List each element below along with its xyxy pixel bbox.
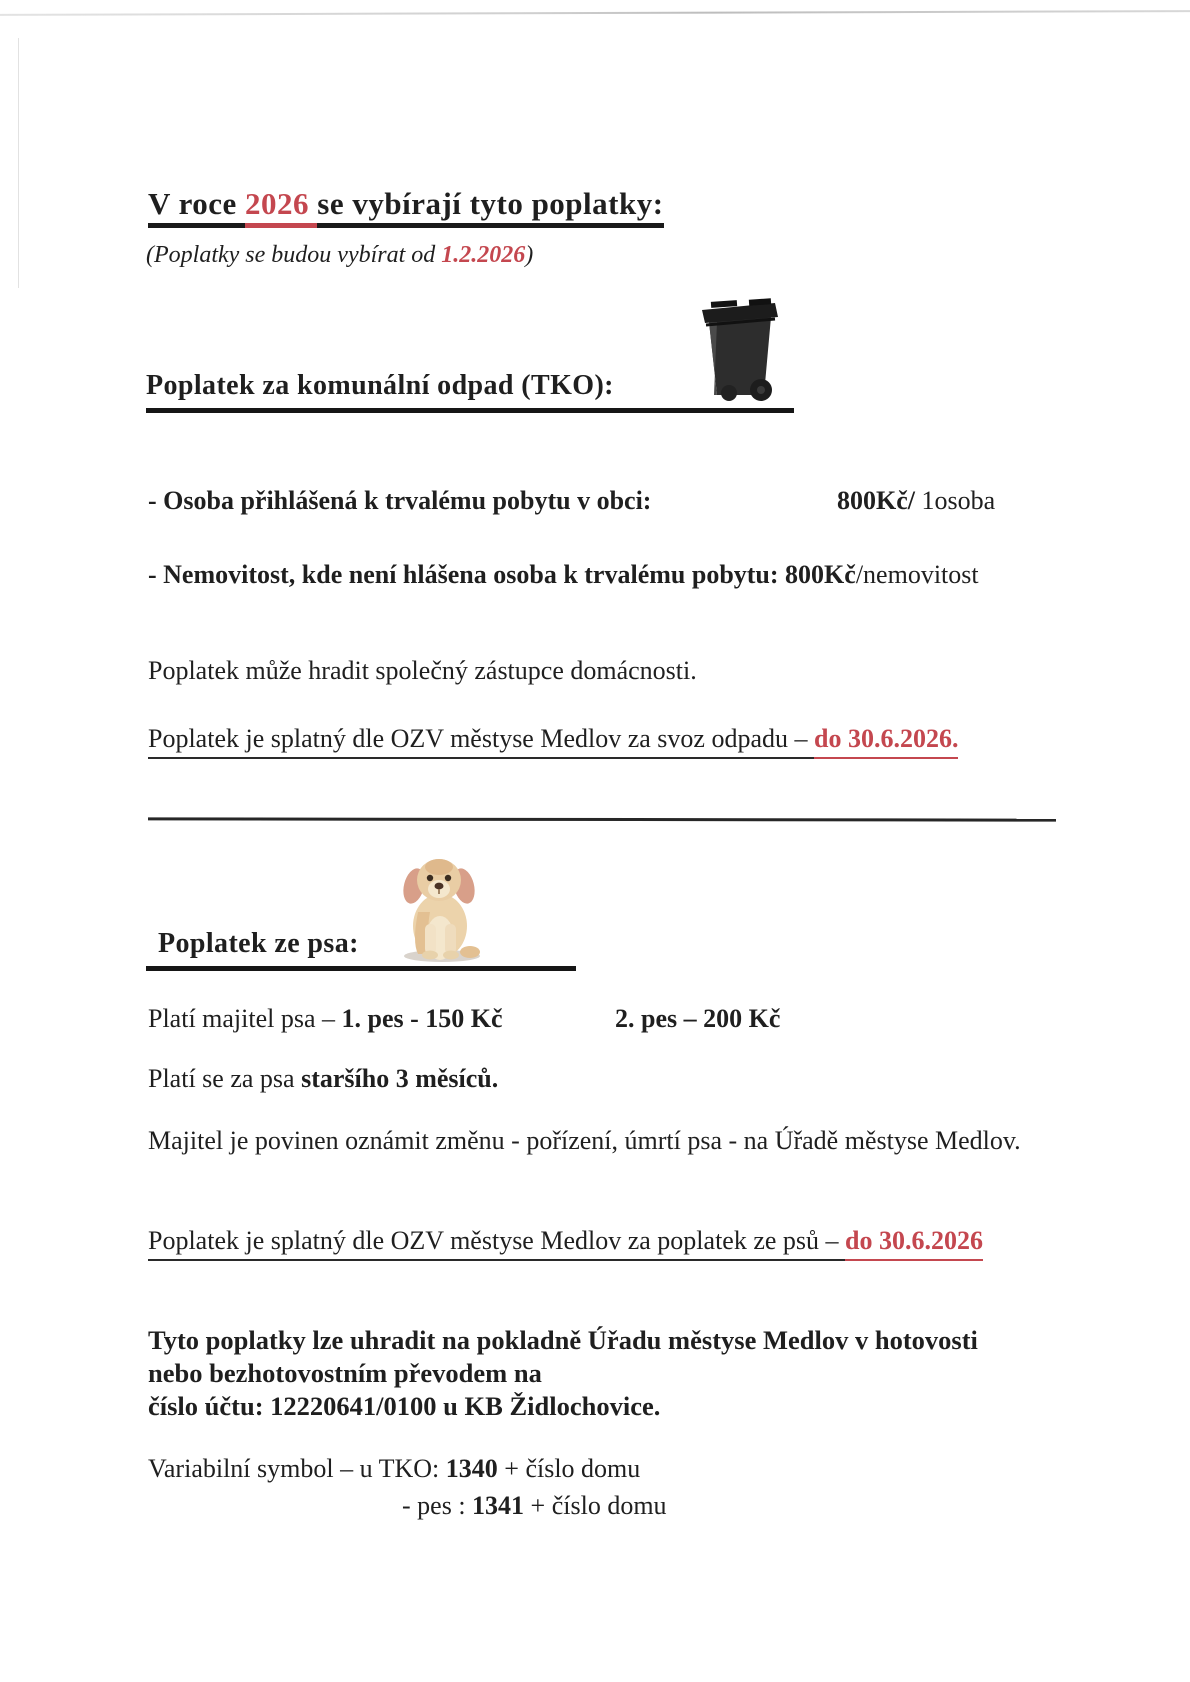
tko-fee-property-label: - Nemovitost, kde není hlášena osoba k trvalému pobytu: 800Kč (148, 560, 856, 589)
tko-section-heading (146, 370, 794, 413)
page-title (148, 186, 664, 222)
payment-line-2: nebo bezhotovostním převodem na (148, 1358, 542, 1388)
scan-artifact-left-line (18, 38, 19, 288)
dog-age-bold: staršího 3 měsíců. (301, 1064, 499, 1093)
dog-fee-second: 2. pes – 200 Kč (615, 1004, 781, 1033)
tko-fee-property-unit: /nemovitost (855, 560, 979, 589)
dog-age-prefix: Platí se za psa (148, 1064, 302, 1093)
vs-dog-code: 1341 (472, 1491, 525, 1520)
tko-fee-property-row (148, 560, 979, 590)
title-suffix: se vybírají tyto poplatky: (317, 186, 663, 228)
payment-line-3: číslo účtu: 12220641/0100 u KB Židlochovice. (148, 1391, 661, 1421)
tko-due-line (148, 724, 958, 754)
tko-heading-text: Poplatek za komunální odpad (TKO): (146, 370, 614, 401)
tko-due-text: Poplatek je splatný dle OZV městyse Medlov za svoz odpadu – (148, 724, 814, 759)
subtitle-suffix: ) (525, 242, 534, 268)
vs-dog-prefix: - pes : (402, 1491, 473, 1520)
tko-fee-person-value (837, 486, 995, 516)
subtitle-prefix: (Poplatky se budou vybírat od (146, 242, 442, 268)
dog-obligation-note: Majitel je povinen oznámit změnu - pořízení, úmrtí psa - na Úřadě městyse Medlov. (148, 1126, 1021, 1155)
vs-tko-code: 1340 (445, 1454, 498, 1483)
tko-fee-person-label: - Osoba přihlášená k trvalému pobytu v obci: (148, 486, 652, 515)
dog-fee-first: 1. pes - 150 Kč (341, 1004, 503, 1033)
variable-symbol-dog (402, 1491, 667, 1521)
dog-due-date: do 30.6.2026 (845, 1226, 983, 1261)
vs-tko-suffix: + číslo domu (497, 1454, 641, 1483)
dog-section-heading (146, 928, 576, 971)
title-year: 2026 (245, 186, 317, 228)
tko-note: Poplatek může hradit společný zástupce domácnosti. (148, 656, 697, 685)
dog-heading-text: Poplatek ze psa: (158, 928, 359, 959)
payment-line-1: Tyto poplatky lze uhradit na pokladně Úřadu městyse Medlov v hotovosti (148, 1325, 978, 1355)
subtitle-date: 1.2.2026 (441, 242, 526, 268)
dog-fee-prefix: Platí majitel psa – (148, 1004, 342, 1033)
tko-fee-person-unit: 1osoba (915, 486, 996, 515)
section-divider (148, 817, 1056, 821)
vs-dog-suffix: + číslo domu (524, 1491, 667, 1520)
variable-symbol-tko (148, 1454, 640, 1484)
tko-fee-person-amount: 800Kč/ (837, 486, 915, 515)
tko-fee-person-row (148, 486, 1108, 516)
dog-age-note (148, 1064, 498, 1094)
dog-due-line (148, 1226, 983, 1256)
dog-due-text: Poplatek je splatný dle OZV městyse Medlov za poplatek ze psů – (148, 1226, 845, 1261)
page-subtitle (146, 242, 533, 269)
tko-due-date: do 30.6.2026. (814, 724, 958, 759)
scan-artifact-top-line (0, 10, 1190, 16)
vs-tko-prefix: Variabilní symbol – u TKO: (148, 1454, 446, 1483)
title-prefix: V roce (148, 186, 245, 228)
payment-info (148, 1324, 978, 1423)
dog-fee-row (148, 1004, 948, 1034)
